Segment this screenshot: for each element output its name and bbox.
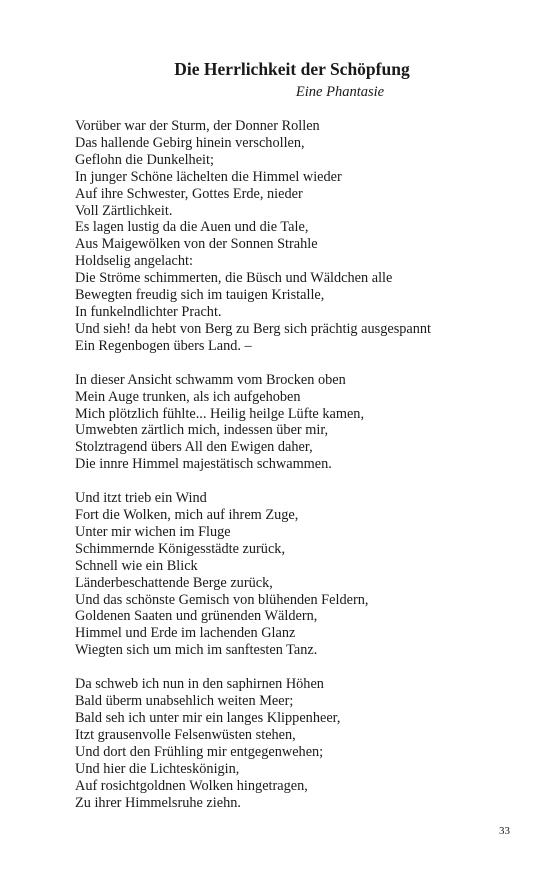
poem-line: Zu ihrer Himmelsruhe ziehn. (75, 794, 241, 811)
poem-line: Und itzt trieb ein Wind (75, 490, 207, 507)
poem-line: Himmel und Erde im lachenden Glanz (75, 625, 296, 642)
poem-line: Fort die Wolken, mich auf ihrem Zuge, (75, 507, 299, 524)
poem-line: In funkelndlichter Pracht. (75, 303, 222, 320)
poem-line: Aus Maigewölken von der Sonnen Strahle (75, 236, 318, 253)
poem-line: In junger Schöne lächelten die Himmel wieder (75, 168, 342, 185)
poem-line: Und sieh! da hebt von Berg zu Berg sich prächtig ausgespannt (75, 320, 432, 337)
poem-line: Und dort den Frühling mir entgegenwehen; (75, 743, 324, 760)
poem-line: Umwebten zärtlich mich, indessen über mir, (75, 422, 329, 439)
poem-line: Und das schönste Gemisch von blühenden Feldern, (75, 591, 369, 608)
page-number: 33 (499, 825, 510, 837)
poem-line: Auf ihre Schwester, Gottes Erde, nieder (75, 185, 303, 202)
poem-body (75, 118, 515, 828)
poem-line: Bald seh ich unter mir ein langes Klippenheer, (75, 710, 341, 726)
poem-line: Itzt grausenvolle Felsenwüsten stehen, (75, 726, 296, 743)
poem-line: Schimmernde Königesstädte zurück, (75, 540, 286, 557)
poem-line: Auf rosichtgoldnen Wolken hingetragen, (75, 777, 308, 794)
poem-line: Mich plötzlich fühlte... Heilig heilge Lüfte kamen, (75, 405, 365, 422)
poem-line: Wiegten sich um mich im sanftesten Tanz. (75, 642, 318, 659)
poem-line: Das hallende Gebirg hinein verschollen, (75, 134, 305, 151)
poem-line: Ein Regenbogen übers Land. – (75, 337, 252, 354)
poem-line: Goldenen Saaten und grünenden Wäldern, (75, 608, 318, 625)
poem-line: Schnell wie ein Blick (75, 557, 198, 574)
poem-line: Bewegten freudig sich im tauigen Kristalle, (75, 287, 325, 304)
poem-line: Bald überm unabsehlich weiten Meer; (75, 693, 294, 710)
poem-line: Stolztragend übers All den Ewigen daher, (75, 439, 313, 456)
poem-line: Holdselig angelacht: (75, 253, 193, 270)
poem-line: Unter mir wichen im Fluge (75, 523, 231, 540)
poem-line: Da schweb ich nun in den saphirnen Höhen (75, 676, 324, 693)
stanza (75, 676, 515, 811)
stanza (75, 372, 515, 473)
poem-line: Mein Auge trunken, als ich aufgehoben (75, 388, 301, 405)
poem-line: Voll Zärtlichkeit. (75, 202, 173, 219)
poem-subtitle: Eine Phantasie (295, 84, 385, 100)
poem-line: Länderbeschattende Berge zurück, (75, 574, 273, 591)
poem-line: In dieser Ansicht schwamm vom Brocken oben (75, 371, 346, 388)
poem-line: Und hier die Lichteskönigin, (75, 760, 240, 777)
poem-line: Die innre Himmel majestätisch schwammen. (75, 456, 332, 473)
poem-line: Es lagen lustig da die Auen und die Tale, (75, 219, 309, 236)
poem-line: Vorüber war der Sturm, der Donner Rollen (75, 118, 320, 134)
poem-line: Die Ströme schimmerten, die Büsch und Wäldchen alle (75, 270, 393, 287)
poem-title: Die Herrlichkeit der Schöpfung (174, 59, 410, 79)
poem-line: Geflohn die Dunkelheit; (75, 151, 214, 168)
stanza (75, 490, 515, 659)
stanza (75, 118, 515, 355)
